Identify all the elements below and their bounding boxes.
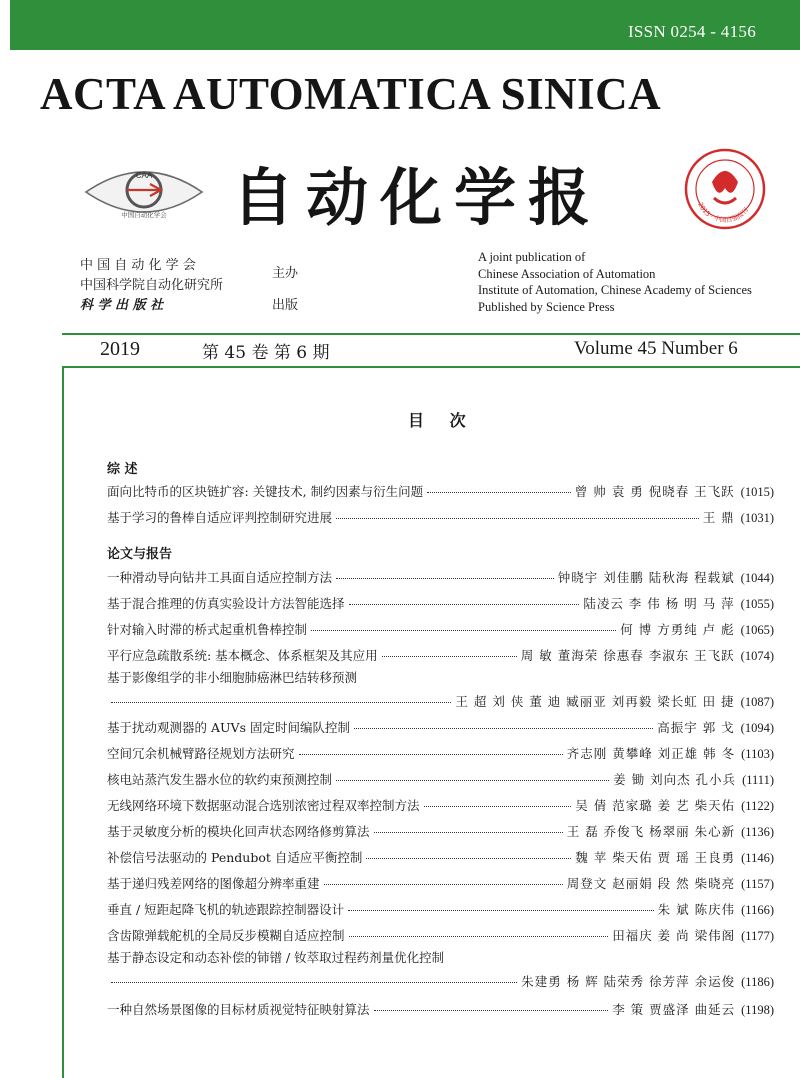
- section-title-papers: 论文与报告: [107, 547, 173, 562]
- entry-page: (1103): [741, 747, 774, 761]
- entry-authors: 钟晓宇 刘佳鹏 陆秋海 程载斌: [557, 570, 735, 585]
- entry-page: (1166): [741, 903, 774, 917]
- entry-title: 无线网络环境下数据驱动混合选别浓密过程双率控制方法: [107, 798, 420, 813]
- entry-title: 核电站蒸汽发生器水位的软约束预测控制: [107, 772, 333, 787]
- entry-page: (1074): [740, 649, 774, 663]
- entry-title: 基于混合推理的仿真实验设计方法智能选择: [107, 596, 345, 611]
- dot-leader: [349, 604, 580, 605]
- caa-logo-text: CAA: [135, 171, 153, 180]
- toc-entry[interactable]: [107, 948, 774, 966]
- entry-authors: 朱 斌 陈庆伟: [657, 902, 736, 917]
- dot-leader: [111, 982, 517, 983]
- toc-entry[interactable]: [107, 646, 774, 664]
- dot-leader: [382, 656, 517, 657]
- dot-leader: [336, 578, 554, 579]
- entry-title: 平行应急疏散系统: 基本概念、体系框架及其应用: [107, 648, 378, 663]
- toc-heading: 目 次: [408, 411, 476, 430]
- dot-leader: [111, 702, 451, 703]
- toc-entry[interactable]: [107, 848, 774, 866]
- entry-authors: 魏 苹 柴天佑 贾 瑶 王良勇: [575, 850, 736, 865]
- dot-leader: [348, 910, 654, 911]
- dot-leader: [324, 884, 563, 885]
- entry-page: (1136): [741, 825, 774, 839]
- sponsors-cn: [80, 256, 299, 316]
- toc-entry[interactable]: [107, 508, 774, 526]
- toc-entry[interactable]: [107, 482, 774, 500]
- issue-volume-cn: 第 45 卷 第 6 期: [202, 343, 330, 363]
- dot-leader: [424, 806, 572, 807]
- entry-authors: 朱建勇 杨 辉 陆荣秀 徐芳萍 余运俊: [521, 974, 736, 989]
- entry-authors: 高振宇 郭 戈: [657, 720, 735, 735]
- entry-page: (1087): [740, 695, 774, 709]
- toc-entry[interactable]: [107, 796, 774, 814]
- entry-authors: 吴 倩 范家璐 姜 艺 柴天佑: [575, 798, 736, 813]
- toc-entry-continuation[interactable]: [107, 972, 774, 990]
- entry-page: (1031): [740, 511, 774, 525]
- toc-entry[interactable]: [107, 744, 774, 762]
- entry-title: 垂直 / 短距起降飞机的轨迹跟踪控制器设计: [107, 902, 345, 917]
- toc-entry[interactable]: [107, 620, 774, 638]
- entry-page: (1015): [740, 485, 774, 499]
- entry-page: (1186): [741, 975, 774, 989]
- dot-leader: [374, 1010, 609, 1011]
- dot-leader: [299, 754, 563, 755]
- entry-page: (1094): [740, 721, 774, 735]
- toc-entry[interactable]: [107, 770, 774, 788]
- entry-page: (1146): [741, 851, 774, 865]
- dot-leader: [336, 780, 609, 781]
- entry-authors: 姜 锄 刘向杰 孔小兵: [613, 772, 737, 787]
- entry-authors: 王 磊 乔俊飞 杨翠丽 朱心新: [566, 824, 736, 839]
- dot-leader: [349, 936, 609, 937]
- entry-authors: 李 策 贾盛泽 曲延云: [612, 1002, 736, 1017]
- toc-entry[interactable]: [107, 668, 774, 686]
- toc-entry[interactable]: [107, 900, 774, 918]
- entry-title: 基于静态设定和动态补偿的铈镨 / 钕萃取过程药剂量优化控制: [107, 950, 445, 965]
- entry-authors: 王 超 刘 侠 董 迪 臧丽亚 刘再毅 梁长虹 田 捷: [455, 694, 735, 709]
- entry-page: (1198): [741, 1003, 774, 1017]
- entry-title: 空间冗余机械臂路径规划方法研究: [107, 746, 295, 761]
- entry-authors: 田福庆 姜 尚 梁伟阁: [612, 928, 736, 943]
- publication-info-en: [478, 249, 752, 315]
- top100-seal-logo: [684, 148, 766, 230]
- toc-entry[interactable]: [107, 926, 774, 944]
- issn-number: ISSN 0254 - 4156: [627, 22, 756, 41]
- entry-page: (1122): [741, 799, 774, 813]
- entry-page: (1157): [741, 877, 774, 891]
- toc-entry[interactable]: [107, 568, 774, 586]
- seal-text: 2015 · 中国百强报刊: [696, 201, 751, 225]
- sponsor-ia-cas: 中国科学院自动化研究所: [80, 278, 224, 293]
- entry-authors: 周 敏 董海荣 徐惠春 李淑东 王飞跃: [520, 648, 735, 663]
- pub-line: A joint publication of: [478, 250, 586, 264]
- entry-title: 基于学习的鲁棒自适应评判控制研究进展: [107, 510, 333, 525]
- dot-leader: [311, 630, 616, 631]
- entry-title: 一种滑动导向钻井工具面自适应控制方法: [107, 570, 333, 585]
- dot-leader: [336, 518, 699, 519]
- section-title-review: 综 述: [107, 462, 138, 477]
- toc-entry[interactable]: [107, 594, 774, 612]
- entry-page: (1055): [740, 597, 774, 611]
- caa-logo-caption: 中国自动化学会: [121, 211, 167, 219]
- toc-entry[interactable]: [107, 718, 774, 736]
- dot-leader: [366, 858, 571, 859]
- toc-entry[interactable]: [107, 1000, 774, 1018]
- entry-authors: 何 博 方勇纯 卢 彪: [620, 622, 735, 637]
- pub-line: Published by Science Press: [478, 299, 615, 314]
- toc-entry-continuation[interactable]: [107, 692, 774, 710]
- top-green-bar: [10, 0, 800, 50]
- dot-leader: [374, 832, 563, 833]
- publisher-science-press: 科 学 出 版 社: [80, 298, 164, 313]
- entry-page: (1111): [742, 773, 774, 787]
- entry-title: 针对输入时滞的桥式起重机鲁棒控制: [107, 622, 308, 637]
- issue-volume-en: Volume 45 Number 6: [574, 338, 738, 359]
- entry-page: (1044): [740, 571, 774, 585]
- entry-authors: 陆凌云 李 伟 杨 明 马 萍: [583, 596, 735, 611]
- issue-rule-bottom: [62, 366, 800, 368]
- left-green-rule: [62, 368, 64, 1078]
- journal-title-en: ACTA AUTOMATICA SINICA: [40, 69, 662, 119]
- issue-year: 2019: [100, 338, 140, 360]
- entry-title: 补偿信号法驱动的 Pendubot 自适应平衡控制: [107, 850, 363, 865]
- role-host: 主办: [272, 266, 299, 281]
- pub-line: Chinese Association of Automation: [478, 266, 656, 281]
- entry-title: 基于扰动观测器的 AUVs 固定时间编队控制: [107, 720, 350, 735]
- issue-rule-top: [62, 333, 800, 335]
- pub-line: Institute of Automation, Chinese Academy of Sciences: [478, 283, 752, 297]
- entry-title: 一种自然场景图像的目标材质视觉特征映射算法: [107, 1002, 370, 1017]
- dot-leader: [354, 728, 653, 729]
- entry-authors: 齐志刚 黄攀峰 刘正雄 韩 冬: [566, 746, 736, 761]
- entry-title: 基于灵敏度分析的模块化回声状态网络修剪算法: [107, 824, 370, 839]
- toc-entry[interactable]: [107, 822, 774, 840]
- sponsor-caa: 中 国 自 动 化 学 会: [80, 258, 196, 273]
- entry-title: 基于递归残差网络的图像超分辨率重建: [107, 876, 320, 891]
- entry-page: (1177): [741, 929, 774, 943]
- entry-title: 基于影像组学的非小细胞肺癌淋巴结转移预测: [107, 670, 358, 685]
- entry-title: 面向比特币的区块链扩容: 关键技术, 制约因素与衍生问题: [107, 484, 424, 499]
- entry-authors: 周登文 赵丽娟 段 然 柴晓亮: [566, 876, 736, 891]
- toc-entry[interactable]: [107, 874, 774, 892]
- journal-title-cn: 自动化学报: [232, 161, 603, 234]
- entry-authors: 曾 帅 袁 勇 倪晓春 王飞跃: [574, 484, 735, 499]
- entry-page: (1065): [740, 623, 774, 637]
- entry-authors: 王 鼎: [702, 510, 735, 525]
- caa-logo: [84, 160, 204, 224]
- role-publish: 出版: [272, 298, 299, 313]
- entry-title: 含齿隙弹载舵机的全局反步模糊自适应控制: [107, 928, 345, 943]
- dot-leader: [427, 492, 571, 493]
